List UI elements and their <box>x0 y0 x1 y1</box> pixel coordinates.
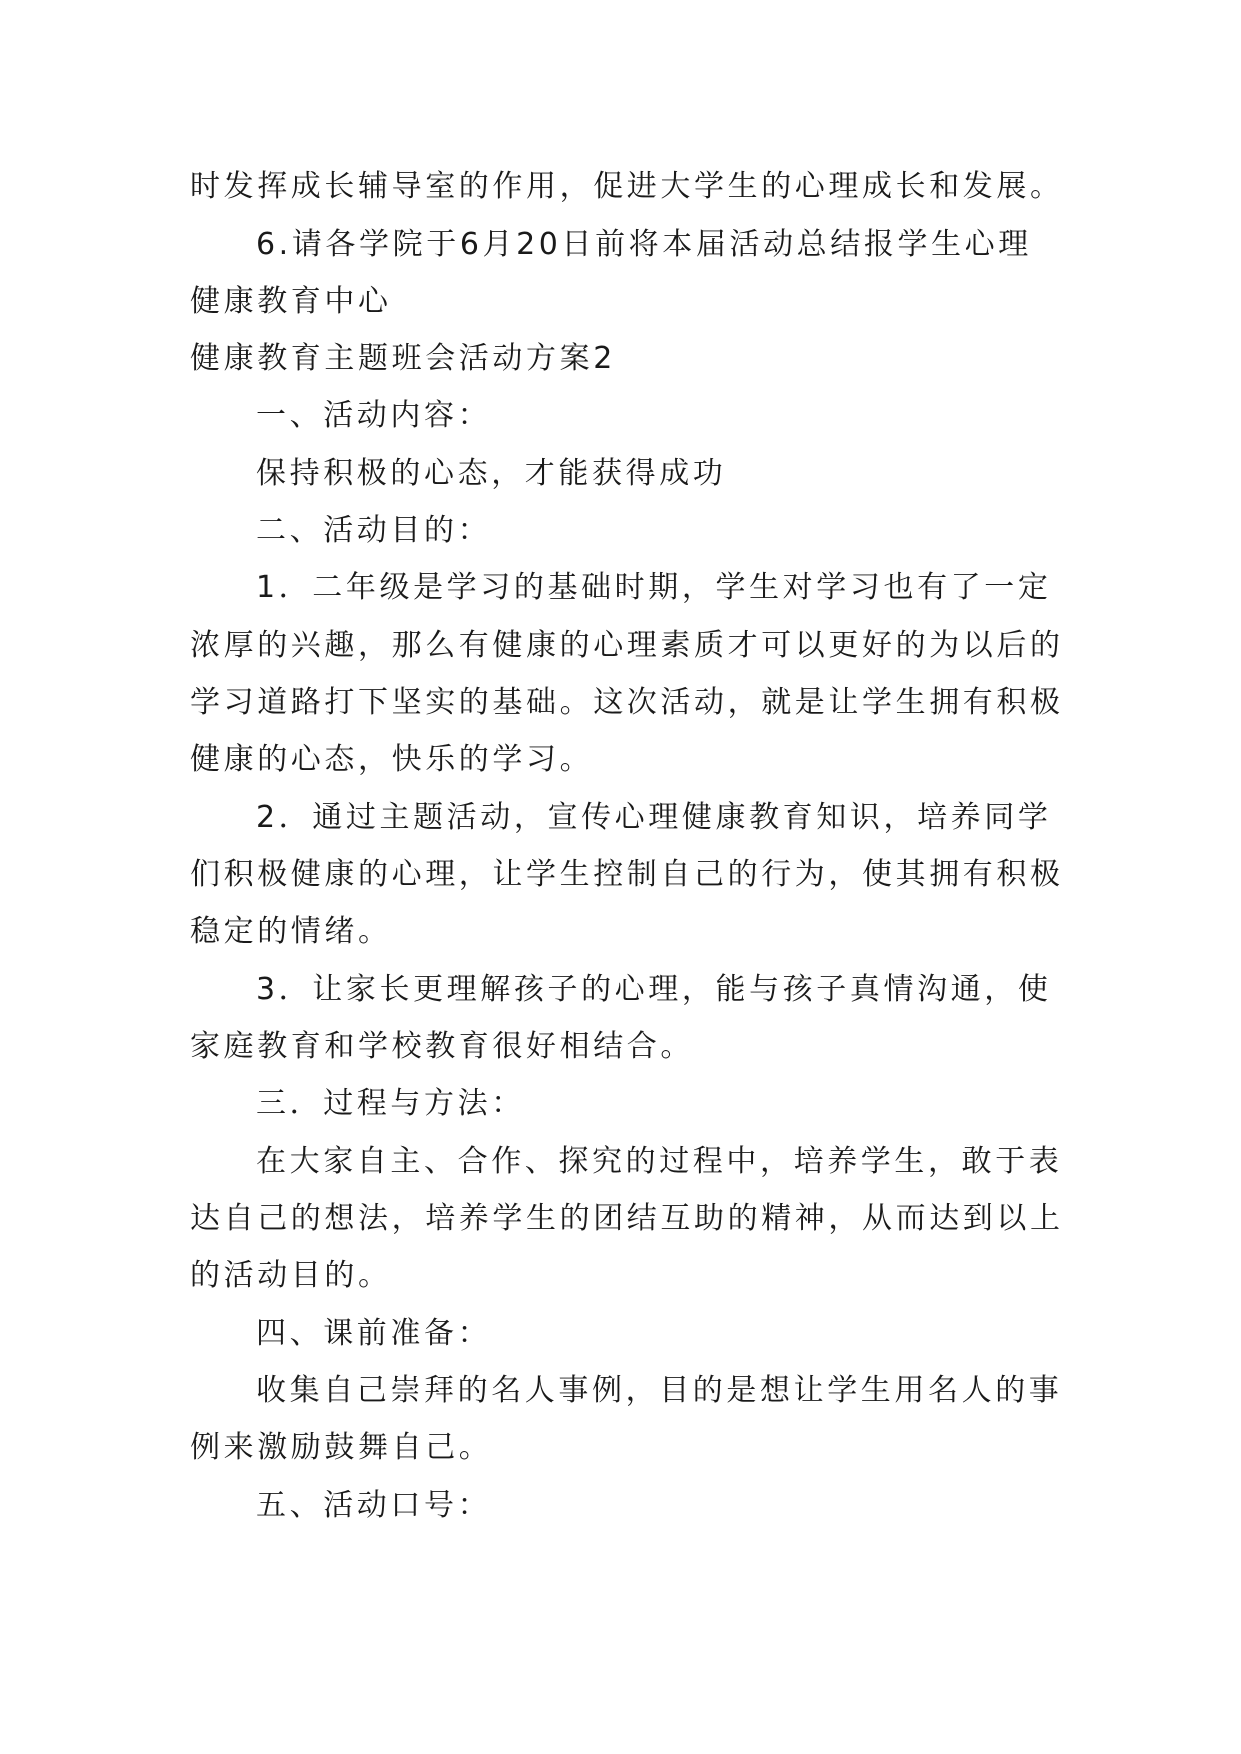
text-line: 1．二年级是学习的基础时期，学生对学习也有了一定 <box>256 570 1052 605</box>
text-line: 浓厚的兴趣，那么有健康的心理素质才可以更好的为以后的 <box>190 628 1064 663</box>
text-line: 3．让家长更理解孩子的心理，能与孩子真情沟通，使 <box>256 972 1052 1007</box>
text-line: 2．通过主题活动，宣传心理健康教育知识，培养同学 <box>256 800 1052 835</box>
text-line: 学习道路打下坚实的基础。这次活动，就是让学生拥有积极 <box>190 685 1064 720</box>
text-line: 6.请各学院于6月20日前将本届活动总结报学生心理 <box>256 227 1032 262</box>
section-heading: 五、活动口号： <box>256 1488 492 1523</box>
text-line: 们积极健康的心理，让学生控制自己的行为，使其拥有积极 <box>190 857 1064 892</box>
text-line: 健康的心态，快乐的学习。 <box>190 742 594 777</box>
text-line: 家庭教育和学校教育很好相结合。 <box>190 1029 694 1064</box>
section-heading: 四、课前准备： <box>256 1316 492 1351</box>
text-line: 的活动目的。 <box>190 1258 392 1293</box>
text-line: 在大家自主、合作、探究的过程中，培养学生，敢于表 <box>256 1144 1063 1179</box>
text-line: 保持积极的心态，才能获得成功 <box>256 456 727 491</box>
section-heading: 一、活动内容： <box>256 398 492 433</box>
text-line: 时发挥成长辅导室的作用，促进大学生的心理成长和发展。 <box>190 169 1064 204</box>
section-title: 健康教育主题班会活动方案2 <box>190 341 616 376</box>
text-line: 收集自己崇拜的名人事例，目的是想让学生用名人的事 <box>256 1373 1063 1408</box>
section-heading: 三．过程与方法： <box>256 1086 525 1121</box>
section-heading: 二、活动目的： <box>256 513 492 548</box>
text-line: 稳定的情绪。 <box>190 914 392 949</box>
text-line: 例来激励鼓舞自己。 <box>190 1430 493 1465</box>
text-line: 健康教育中心 <box>190 284 392 319</box>
text-line: 达自己的想法，培养学生的团结互助的精神，从而达到以上 <box>190 1201 1064 1236</box>
